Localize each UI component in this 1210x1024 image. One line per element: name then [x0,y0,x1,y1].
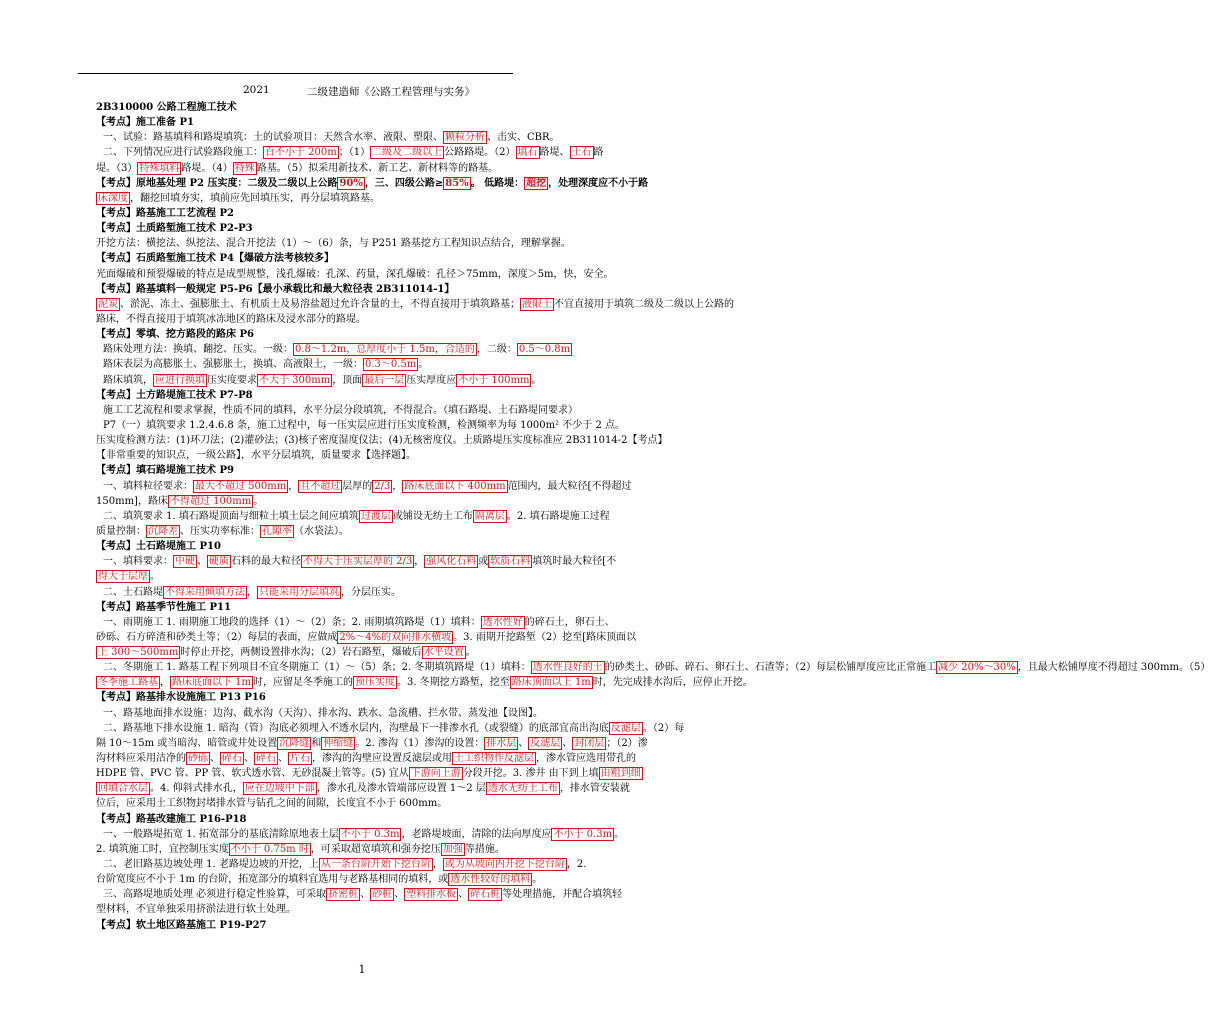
section-heading: 【考点】零填、挖方路段的路床 P6 [96,329,254,341]
section-heading: 【考点】路基排水设施施工 P13 P16 [96,692,266,704]
highlight-box: 反滤层 [610,722,641,734]
highlight-box: 或为从坡向内开挖下挖台阶 [444,859,565,871]
header-rule [78,73,513,74]
highlight-box: 不得大于压实层厚的 2/3 [303,556,413,568]
section-heading: 【考点】路基填料一般规定 P5-P6【最小承载比和最大粒径表 2B311014-1】 [96,283,455,295]
highlight-box: 由粗到细 [600,768,641,780]
highlight-box: 最大不超过 500mm [195,480,287,492]
highlight-box: 片石 [290,753,310,765]
highlight-box: 软质石料 [490,556,531,568]
highlight-box: 过渡层 [360,510,391,522]
text-line: 开挖方法：横挖法、纵挖法、混合开挖法（1）～（6）条，与 P251 路基挖方工程知识点结合，理解掌握。 [96,238,571,250]
highlight-box: 水平设置 [423,647,464,659]
highlight-box: 且不超过 [300,480,341,492]
text-line: 得大于层厚 。 [98,571,160,583]
document-body [96,100,1210,933]
highlight-box: 2/3 [374,480,391,492]
highlight-box: 沉降缝 [279,737,310,749]
highlight-box: 颗粒分析 [445,132,485,144]
highlight-box: 透水性良好的土 [532,662,603,674]
highlight-box: 超挖 [526,177,547,189]
text-line: 二、冬期施工 1. 路基工程下列项目不宜冬期施工（1）～（5）条；2. 冬期填筑路堤（1）填料： 透水性良好的土 的砂类土、砂砾、碎石、卵石土、石渣等；（2）每层松铺厚度应比正常施工 减少 20%～30% ，且最大松铺厚度不得超过 300mm。（5） [103,662,1210,674]
section-heading: 【考点】石质路堑施工技术 P4【爆破方法考核较多】 [96,253,334,265]
section-heading: 【考点】施工准备 P1 [96,117,194,129]
text-line: 质量控制： 沉降差 、压实功率标准： 孔隙率 （水袋法）。 [96,525,349,537]
highlight-box: 减少 20%～30% [938,662,1016,674]
text-line: 回填合水层 。4. 仰斜式排水孔， 应在边坡中下部 ，渗水孔及渗水管端部应设置 1～2 层 透水无纺土工布 ，排水管安装就 [98,783,630,795]
highlight-box: 0.8～1.2m，总厚度小于 1.5m，合适的 [295,344,475,356]
highlight-box: 砂砾 [188,753,208,765]
highlight-box: 液限土 [522,298,552,310]
text-line: 堤。（3） 特殊填料 路堤。（4） 特殊 路基。（5）拟采用新技术、新工艺、新材料等的路基。 [96,162,499,174]
text-line: 2. 填筑施工时，宜控制压实度 不小于 0.75m 时 ，可采取超宽填筑和强夯挖压 加强 等措施。 [96,843,505,855]
highlight-box: 强风化石料 [426,556,477,568]
highlight-box: 沉降差 [148,525,178,537]
text-line: 二、路基地下排水设施 1. 暗沟（管）沟底必须埋入不透水层内，沟壁最下一排渗水孔（或裂缝）的底部宜高出沟底 反滤层 。（2）每 [103,722,685,734]
highlight-box: 预压实度 [355,677,396,689]
highlight-box: 塑料排水板 [406,889,457,901]
text-line: 路床处理方法：换填、翻挖、压实。一级： 0.8～1.2m，总厚度小于 1.5m，合适的 ，二级： 0.5～0.8m [103,344,571,356]
text-line: 台阶宽度应不小于 1m 的台阶，拓宽部分的填料宜选用与老路基相同的填料，或 透水性较好的填料 。 [96,874,543,886]
highlight-box: 应在边坡中下部 [244,783,315,795]
text-line: 路床填筑， 应进行换填 压实度要求 不大于 300mm ，顶面 最后一层 压实厚度应 不小于 100mm 。 [103,374,542,386]
highlight-box: 上 300～500mm [98,647,179,659]
text-line: HDPE 管、PVC 管、PP 管、软式透水管、无砂混凝土管等。(5) 宜从 下游向上游 分段开挖。3. 渗井 由下到上填 由粗到细 [96,768,641,780]
text-line: 三、高路堤地质处理 必须进行稳定性验算，可采取 挤密桩 、 砂桩 、 塑料排水板 、 碎石桩 等处理措施，并配合填筑轻 [103,889,623,901]
highlight-box: 孔隙率 [262,525,292,537]
highlight-box: 透水性好 [482,616,523,628]
section-heading: 【考点】土质路堑施工技术 P2-P3 [96,223,253,235]
text-line: 沟材料应采用洁净的 砂砾 、 碎石 、 碎石 、 片石 ，渗沟的沟壁应设置反滤层或用 土工织物作反滤层 ，渗水管应选用带孔的 [96,753,636,765]
section-heading: 【考点】原地基处理 P2 压实度：二级及二级以上公路 90% ，三、四级公路≥ 85% 。 低路堤： 超挖 ，处理深度应不小于路 [96,177,649,189]
highlight-box: 硬质 [209,556,229,568]
text-line: 上 300～500mm 时停止开挖，两侧设置排水沟；（2）岩石路堑，爆破后 水平设置 。 [98,647,476,659]
highlight-box: 不小于 100mm [458,374,530,386]
section-heading: 【考点】路基施工工艺流程 P2 [96,207,234,219]
highlight-box: 挤密桩 [328,889,359,901]
highlight-box: 碎石 [222,753,242,765]
text-line: 一、填料粒径要求： 最大不超过 500mm ， 且不超过 层厚的 2/3 ， 路床底面以下 400mm 范围内，最大粒径[不得超过 [103,480,632,492]
text-line: 一、雨期施工 1. 雨期施工地段的选择（1）～（2）条；2. 雨期填筑路堤（1）填料： 透水性好 的碎石土，卵石土、 [103,616,615,628]
highlight-box: 从一条台阶开始下挖台阶 [320,859,431,871]
highlight-box: 封闭层 [574,737,605,749]
header-title: 二级建造师《公路工程管理与实务》 [307,86,475,98]
highlight-box: 透水性较好的填料 [450,874,531,886]
highlight-box: 填石 [517,147,538,159]
highlight-box: 最后一层 [364,374,405,386]
text-line: 施工工艺流程和要求掌握，性质不同的填料，水平分层分段填筑，不得混合。（填石路堤、土石路堤同要求） [103,404,578,416]
text-line: 一、填料要求： 中硬 、 硬质 石料的最大粒径 不得大于压实层厚的 2/3 ， 强风化石料 或 软质石料 填筑时最大粒径[不 [103,556,617,568]
highlight-box: 2%～4%的双向排水横坡 [339,631,452,643]
highlight-box: 应进行换填 [155,374,205,386]
text-line: 二、填筑要求 1. 填石路堤顶面与细粒土填土层之间应填筑 过渡层 或铺设无纺土工布 隔离层 。2. 填石路堤施工过程 [103,510,610,522]
highlight-box: 砂桩 [372,889,393,901]
section-heading: 【考点】路基改建施工 P16-P18 [96,813,247,825]
highlight-box: 伸缩缝 [323,737,354,749]
highlight-box: 百不小于 200m [265,147,337,159]
highlight-box: 不得采用倾填方法 [165,586,245,598]
text-line: 【非常重要的知识点，一级公路】，水平分层填筑，质量要求【选择题】。 [96,450,416,462]
highlight-box: 不得超过 100mm [169,495,252,507]
text-line: 二、老旧路基边坡处理 1. 老路堤边坡的开挖，上 从一条台阶开始下挖台阶 ， 或为从坡向内开挖下挖台阶 ，2. [103,859,587,871]
highlight-box: 排水层 [486,737,517,749]
highlight-box: 不小于 0.75m 时 [230,843,309,855]
highlight-box: 0.3～0.5m [365,359,417,371]
text-line: 隔 10～15m 或当暗沟、暗管或井处设置 沉降缝 和 伸缩缝 。2. 渗沟（1）渗沟的设置： 排水层 、 反滤层 、 封闭层 ；（2）渗 [96,737,648,749]
text-line: 一、试验：路基填料和路堤填筑：土的试验项目：天然含水率、液限、塑限、 颗粒分析 、击实、CBR。 [103,132,560,144]
highlight-box: 床深度 [98,192,128,204]
highlight-box: 路床底面以下 400mm [404,480,506,492]
text-line: 位后，应采用土工织物封堵排水管与钻孔之间的间隙，长度宜不小于 600mm。 [96,798,448,810]
highlight-box: 透水无纺土工布 [487,783,558,795]
highlight-box: 特殊填料 [139,162,180,174]
text-line: 冬季施工路基 ， 路床底面以下 1m 时，应留足冬季施工的 预压实度 。3. 冬期挖方路堑，挖至 路床顶面以上 1m 时，先完成排水沟后，应停止开挖。 [98,677,753,689]
section-heading: 【考点】路基季节性施工 P11 [96,601,231,613]
text-line: 一、一般路堤拓宽 1. 拓宽部分的基底清除原地表土层 不小于 0.3m ，老路堤坡面，清除的法向厚度应 不小于 0.3m 。 [103,828,625,840]
highlight-box: 0.5～0.8m [518,344,571,356]
section-heading: 【考点】土石路堤施工 P10 [96,541,221,553]
section-heading: 【考点】软土地区路基施工 P19-P27 [96,919,267,931]
highlight-box: 加强 [442,843,463,855]
text-line: 150mm]，路床 不得超过 100mm 。 [96,495,264,507]
header-year: 2021 [243,84,270,96]
text-line: 路床表层为高膨胀土、强膨胀土，换填、高液限土，一级： 0.3～0.5m 。 [103,359,429,371]
highlight-box: 不小于 0.3m [340,828,400,840]
highlight-box: 路床底面以下 1m [172,677,252,689]
text-line: 二、土石路堤 不得采用倾填方法 ， 只能采用分层填筑 ，分层压实。 [103,586,401,598]
highlight-box: 回填合水层 [98,783,148,795]
highlight-box: 反滤层 [530,737,561,749]
text-line: P7（一）填筑要求 1.2.4.6.8 条，施工过程中，每一压实层应进行压实度检测，检测频率为每 1000m² 不少于 2 点。 [103,419,625,431]
highlight-box: 二级及二级以上 [372,147,443,159]
text-line: 压实度检测方法：(1)环刀法；(2)灌砂法；(3)核子密度湿度仪法；(4)无核密度仪。土质路堤压实度标准应 2B311014-2【考点】 [96,435,668,447]
highlight-box: 下游向上游 [410,768,461,780]
highlight-box: 碎石桩 [470,889,501,901]
section-heading: 2B310000 公路工程施工技术 [96,102,237,113]
highlight-box: 特殊 [234,162,255,174]
highlight-box: 土石 [571,147,592,159]
highlight-box: 90% [339,177,363,189]
highlight-box: 隔离层 [474,510,505,522]
highlight-box: 不小于 0.3m [553,828,613,840]
text-line: 床深度 ，翻挖回填夯实，填前应先回填压实，再分层填筑路基。 [98,192,380,204]
text-line: 二、下列情况应进行试验路段施工： 百不小于 200m ；（1） 二级及二级以上 公路路堤。（2） 填石 路堤、 土石 路 [103,147,604,159]
highlight-box: 路床顶面以上 1m [511,677,591,689]
highlight-box: 85% [445,177,469,189]
highlight-box: 得大于层厚 [98,571,148,583]
highlight-box: 泥炭 [98,298,118,310]
highlight-box: 土工织物作反滤层 [454,753,534,765]
text-line: 一、路基地面排水设施：边沟、截水沟（天沟）、排水沟、跌水、急流槽、拦水带、蒸发池【设图】。 [103,707,543,719]
text-line: 光面爆破和预裂爆破的特点是成型规整，浅孔爆破：孔深、药量，深孔爆破：孔径＞75mm，深度＞5m，快，安全。 [96,268,614,280]
highlight-box: 不大于 300mm [259,374,331,386]
highlight-box: 只能采用分层填筑 [259,586,339,598]
highlight-box: 中硬 [175,556,195,568]
text-line: 型材料，不宜单独采用挤淤法进行软土处理。 [96,904,296,916]
page-number: 1 [358,963,366,976]
text-line: 路床，不得直接用于填筑冰冻地区的路床及浸水部分的路堤。 [96,313,366,325]
section-heading: 【考点】土方路堤施工技术 P7-P8 [96,389,253,401]
highlight-box: 碎石 [256,753,276,765]
text-line: 砂砾、石方碎渣和砂类土等；（2）每层的表面，应做成 2%～4%的双向排水横坡 。3. 雨期开挖路堑（2）挖至[路床顶面以 [96,631,637,643]
section-heading: 【考点】填石路堤施工技术 P9 [96,465,234,477]
text-line: 泥炭 、淤泥、冻土、强膨胀土、有机质土及易溶盐超过允许含量的土，不得直接用于填筑路基； 液限土 不宜直接用于填筑二级及二级以上公路的 [98,298,734,310]
highlight-box: 冬季施工路基 [98,677,158,689]
